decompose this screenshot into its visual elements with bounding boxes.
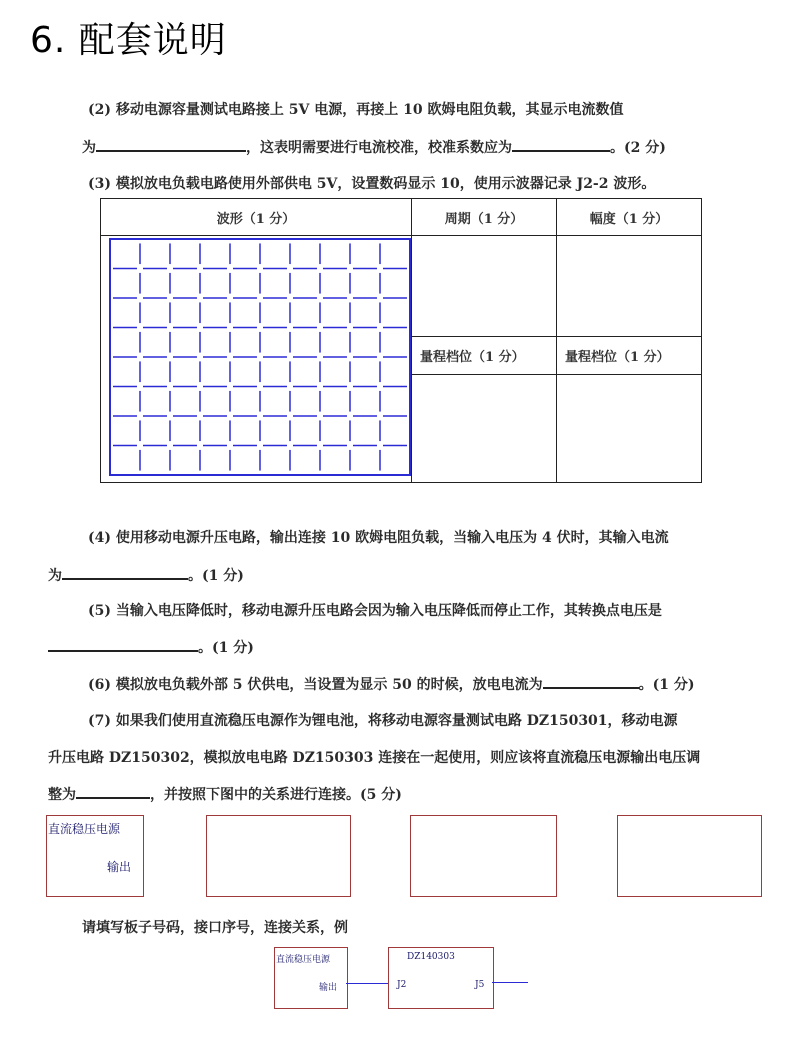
board-box-3[interactable] [617, 815, 762, 897]
oscilloscope-grid [101, 236, 411, 478]
waveform-header: 波形（1 分） [101, 199, 412, 236]
q7-line3 [48, 783, 402, 804]
amplitude-header: 幅度（1 分） [557, 199, 702, 236]
q2-line2 [82, 136, 666, 157]
q2-line2-mid: ，这表明需要进行电流校准，校准系数应为 [246, 140, 512, 156]
q5-line2 [48, 636, 254, 657]
page-title: 6. 配套说明 [30, 20, 227, 61]
power-supply-title: 直流稳压电源 [48, 822, 121, 836]
q5-line2-post: 。(1 分) [198, 640, 254, 656]
power-supply-output: 输出 [107, 860, 132, 874]
q2-line1: (2) 移动电源容量测试电路接上 5V 电源，再接上 10 欧姆电阻负载，其显示电流数值 [88, 102, 624, 118]
q4-line1: (4) 使用移动电源升压电路，输出连接 10 欧姆电阻负载，当输入电压为 4 伏时，其输入电流 [88, 530, 669, 546]
range-label-2: 量程档位（1 分） [557, 337, 702, 375]
board-box-2[interactable] [410, 815, 557, 897]
waveform-cell[interactable] [101, 236, 412, 483]
q6-post: 。(1 分) [638, 677, 695, 693]
example-power-supply-title: 直流稳压电源 [276, 955, 331, 965]
range-label-1: 量程档位（1 分） [412, 337, 557, 375]
q7-line2: 升压电路 DZ150302，模拟放电电路 DZ150303 连接在一起使用，则应该将直流稳压电源输出电压调 [48, 750, 701, 766]
amplitude-answer-cell[interactable] [557, 236, 702, 337]
q4-line2-pre: 为 [48, 568, 62, 584]
range-answer-cell-2[interactable] [557, 375, 702, 483]
example-power-supply-output: 输出 [319, 983, 338, 993]
q2-answer-blank-1[interactable] [96, 136, 246, 152]
example-power-supply-box [274, 947, 348, 1009]
q4-answer-blank[interactable] [62, 564, 188, 580]
q4-line2-post: 。(1 分) [188, 568, 244, 584]
example-board-box [388, 947, 494, 1009]
q7-line1: (7) 如果我们使用直流稳压电源作为锂电池，将移动电源容量测试电路 DZ150301，移动电源 [88, 713, 678, 729]
waveform-table [100, 198, 702, 483]
q2-line2-post: 。(2 分) [610, 140, 666, 156]
q6-pre: (6) 模拟放电负载外部 5 伏供电，当设置为显示 50 的时候，放电电流为 [88, 677, 543, 693]
q6-line [88, 673, 694, 694]
period-answer-cell[interactable] [412, 236, 557, 337]
example-board-id: DZ140303 [407, 952, 455, 962]
q5-answer-blank[interactable] [48, 636, 198, 652]
example-j2-label: J2 [397, 980, 407, 990]
q3-text: (3) 模拟放电负载电路使用外部供电 5V，设置数码显示 10，使用示波器记录 J2-2 波形。 [88, 176, 656, 192]
instruction-text: 请填写板子号码，接口序号，连接关系，例 [82, 920, 348, 936]
q7-line3-post: ，并按照下图中的关系进行连接。(5 分) [150, 787, 402, 803]
q4-line2 [48, 564, 244, 585]
range-answer-cell-1[interactable] [412, 375, 557, 483]
q7-line3-pre: 整为 [48, 787, 76, 803]
power-supply-box[interactable] [46, 815, 144, 897]
example-output-line [492, 982, 528, 983]
q2-line2-pre: 为 [82, 140, 96, 156]
example-connection-line [346, 983, 388, 984]
q2-answer-blank-2[interactable] [512, 136, 610, 152]
example-j5-label: J5 [475, 980, 485, 990]
q5-line1: (5) 当输入电压降低时，移动电源升压电路会因为输入电压降低而停止工作，其转换点电压是 [88, 603, 662, 619]
q7-answer-blank[interactable] [76, 783, 150, 799]
board-box-1[interactable] [206, 815, 351, 897]
q6-answer-blank[interactable] [543, 673, 639, 689]
period-header: 周期（1 分） [412, 199, 557, 236]
